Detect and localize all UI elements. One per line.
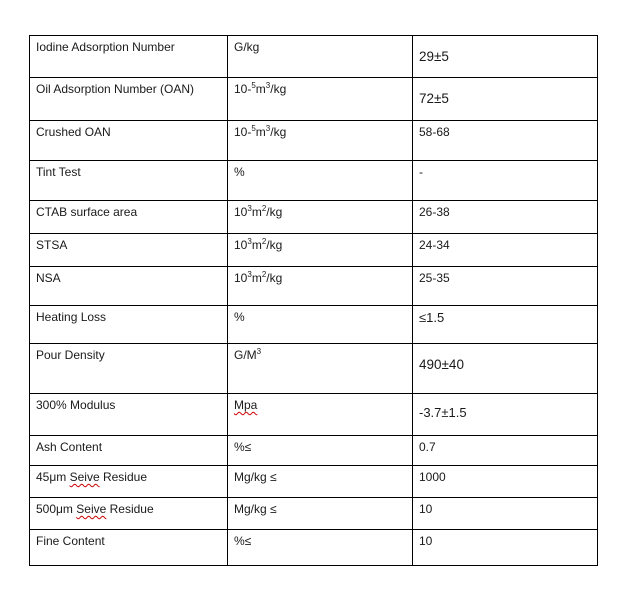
unit-cell: %≤ — [228, 530, 413, 566]
value-cell: 10 — [413, 530, 598, 566]
unit-text: 10 — [234, 271, 248, 285]
unit-text: m — [251, 205, 262, 219]
unit-cell: Mg/kg ≤ — [228, 466, 413, 498]
property-text: Residue — [106, 502, 154, 516]
property-cell: Tint Test — [30, 161, 228, 201]
property-cell: Crushed OAN — [30, 121, 228, 161]
value-cell: 58-68 — [413, 121, 598, 161]
value-cell: 1000 — [413, 466, 598, 498]
unit-exponent: 3 — [247, 237, 252, 246]
unit-cell — [228, 234, 413, 267]
unit-text: 10- — [234, 82, 252, 96]
table-row — [30, 121, 598, 161]
unit-exponent: 2 — [261, 270, 267, 279]
specification-table — [29, 35, 598, 566]
property-text: Residue — [99, 470, 147, 484]
unit-exponent: 5 — [251, 124, 256, 133]
table-row — [30, 234, 598, 267]
table-row — [30, 267, 598, 306]
unit-exponent: 2 — [261, 237, 267, 246]
value-cell: 490±40 — [413, 344, 598, 394]
table-row — [30, 36, 598, 78]
table-row — [30, 498, 598, 530]
value-cell: - — [413, 161, 598, 201]
unit-text: /kg — [266, 238, 283, 252]
unit-exponent: 3 — [247, 270, 252, 279]
property-cell: Oil Adsorption Number (OAN) — [30, 78, 228, 121]
property-text: Seive — [69, 470, 100, 484]
unit-text: m — [255, 125, 266, 139]
value-cell: ≤1.5 — [413, 306, 598, 344]
unit-cell — [228, 78, 413, 121]
table-row — [30, 436, 598, 466]
table-row — [30, 161, 598, 201]
unit-cell — [228, 394, 413, 436]
unit-text: m — [255, 82, 266, 96]
property-cell: NSA — [30, 267, 228, 306]
unit-cell: % — [228, 161, 413, 201]
unit-text: 10- — [234, 125, 252, 139]
unit-cell: %≤ — [228, 436, 413, 466]
value-cell: 25-35 — [413, 267, 598, 306]
property-cell: Pour Density — [30, 344, 228, 394]
unit-text: /kg — [270, 125, 287, 139]
value-cell: 72±5 — [413, 78, 598, 121]
property-cell — [30, 498, 228, 530]
unit-text: 10 — [234, 238, 248, 252]
table-row — [30, 466, 598, 498]
value-cell: -3.7±1.5 — [413, 394, 598, 436]
unit-exponent: 3 — [265, 124, 271, 133]
unit-cell: G/kg — [228, 36, 413, 78]
value-cell: 24-34 — [413, 234, 598, 267]
property-cell: CTAB surface area — [30, 201, 228, 234]
table-row — [30, 530, 598, 566]
table-row — [30, 306, 598, 344]
unit-cell — [228, 267, 413, 306]
property-cell: 300% Modulus — [30, 394, 228, 436]
unit-text: Mpa — [234, 398, 258, 412]
property-cell: Fine Content — [30, 530, 228, 566]
unit-exponent: 3 — [256, 347, 262, 356]
unit-text: /kg — [266, 205, 283, 219]
unit-cell — [228, 121, 413, 161]
unit-exponent: 3 — [265, 81, 271, 90]
table-row — [30, 394, 598, 436]
unit-cell: % — [228, 306, 413, 344]
property-cell: Heating Loss — [30, 306, 228, 344]
property-cell: Iodine Adsorption Number — [30, 36, 228, 78]
unit-text: m — [251, 238, 262, 252]
property-text: 500μm — [36, 502, 77, 516]
unit-exponent: 3 — [247, 204, 252, 213]
unit-text: /kg — [270, 82, 287, 96]
value-cell: 26-38 — [413, 201, 598, 234]
property-text: Seive — [76, 502, 107, 516]
table-row — [30, 78, 598, 121]
unit-cell — [228, 344, 413, 394]
property-cell: STSA — [30, 234, 228, 267]
property-text: 45μm — [36, 470, 70, 484]
unit-text: m — [251, 271, 262, 285]
unit-text: G/M — [234, 348, 257, 362]
value-cell: 10 — [413, 498, 598, 530]
property-cell: Ash Content — [30, 436, 228, 466]
unit-exponent: 5 — [251, 81, 256, 90]
table-row — [30, 201, 598, 234]
value-cell: 29±5 — [413, 36, 598, 78]
unit-cell: Mg/kg ≤ — [228, 498, 413, 530]
table-row — [30, 344, 598, 394]
unit-exponent: 2 — [261, 204, 267, 213]
value-cell: 0.7 — [413, 436, 598, 466]
property-cell — [30, 466, 228, 498]
unit-cell — [228, 201, 413, 234]
unit-text: 10 — [234, 205, 248, 219]
unit-text: /kg — [266, 271, 283, 285]
